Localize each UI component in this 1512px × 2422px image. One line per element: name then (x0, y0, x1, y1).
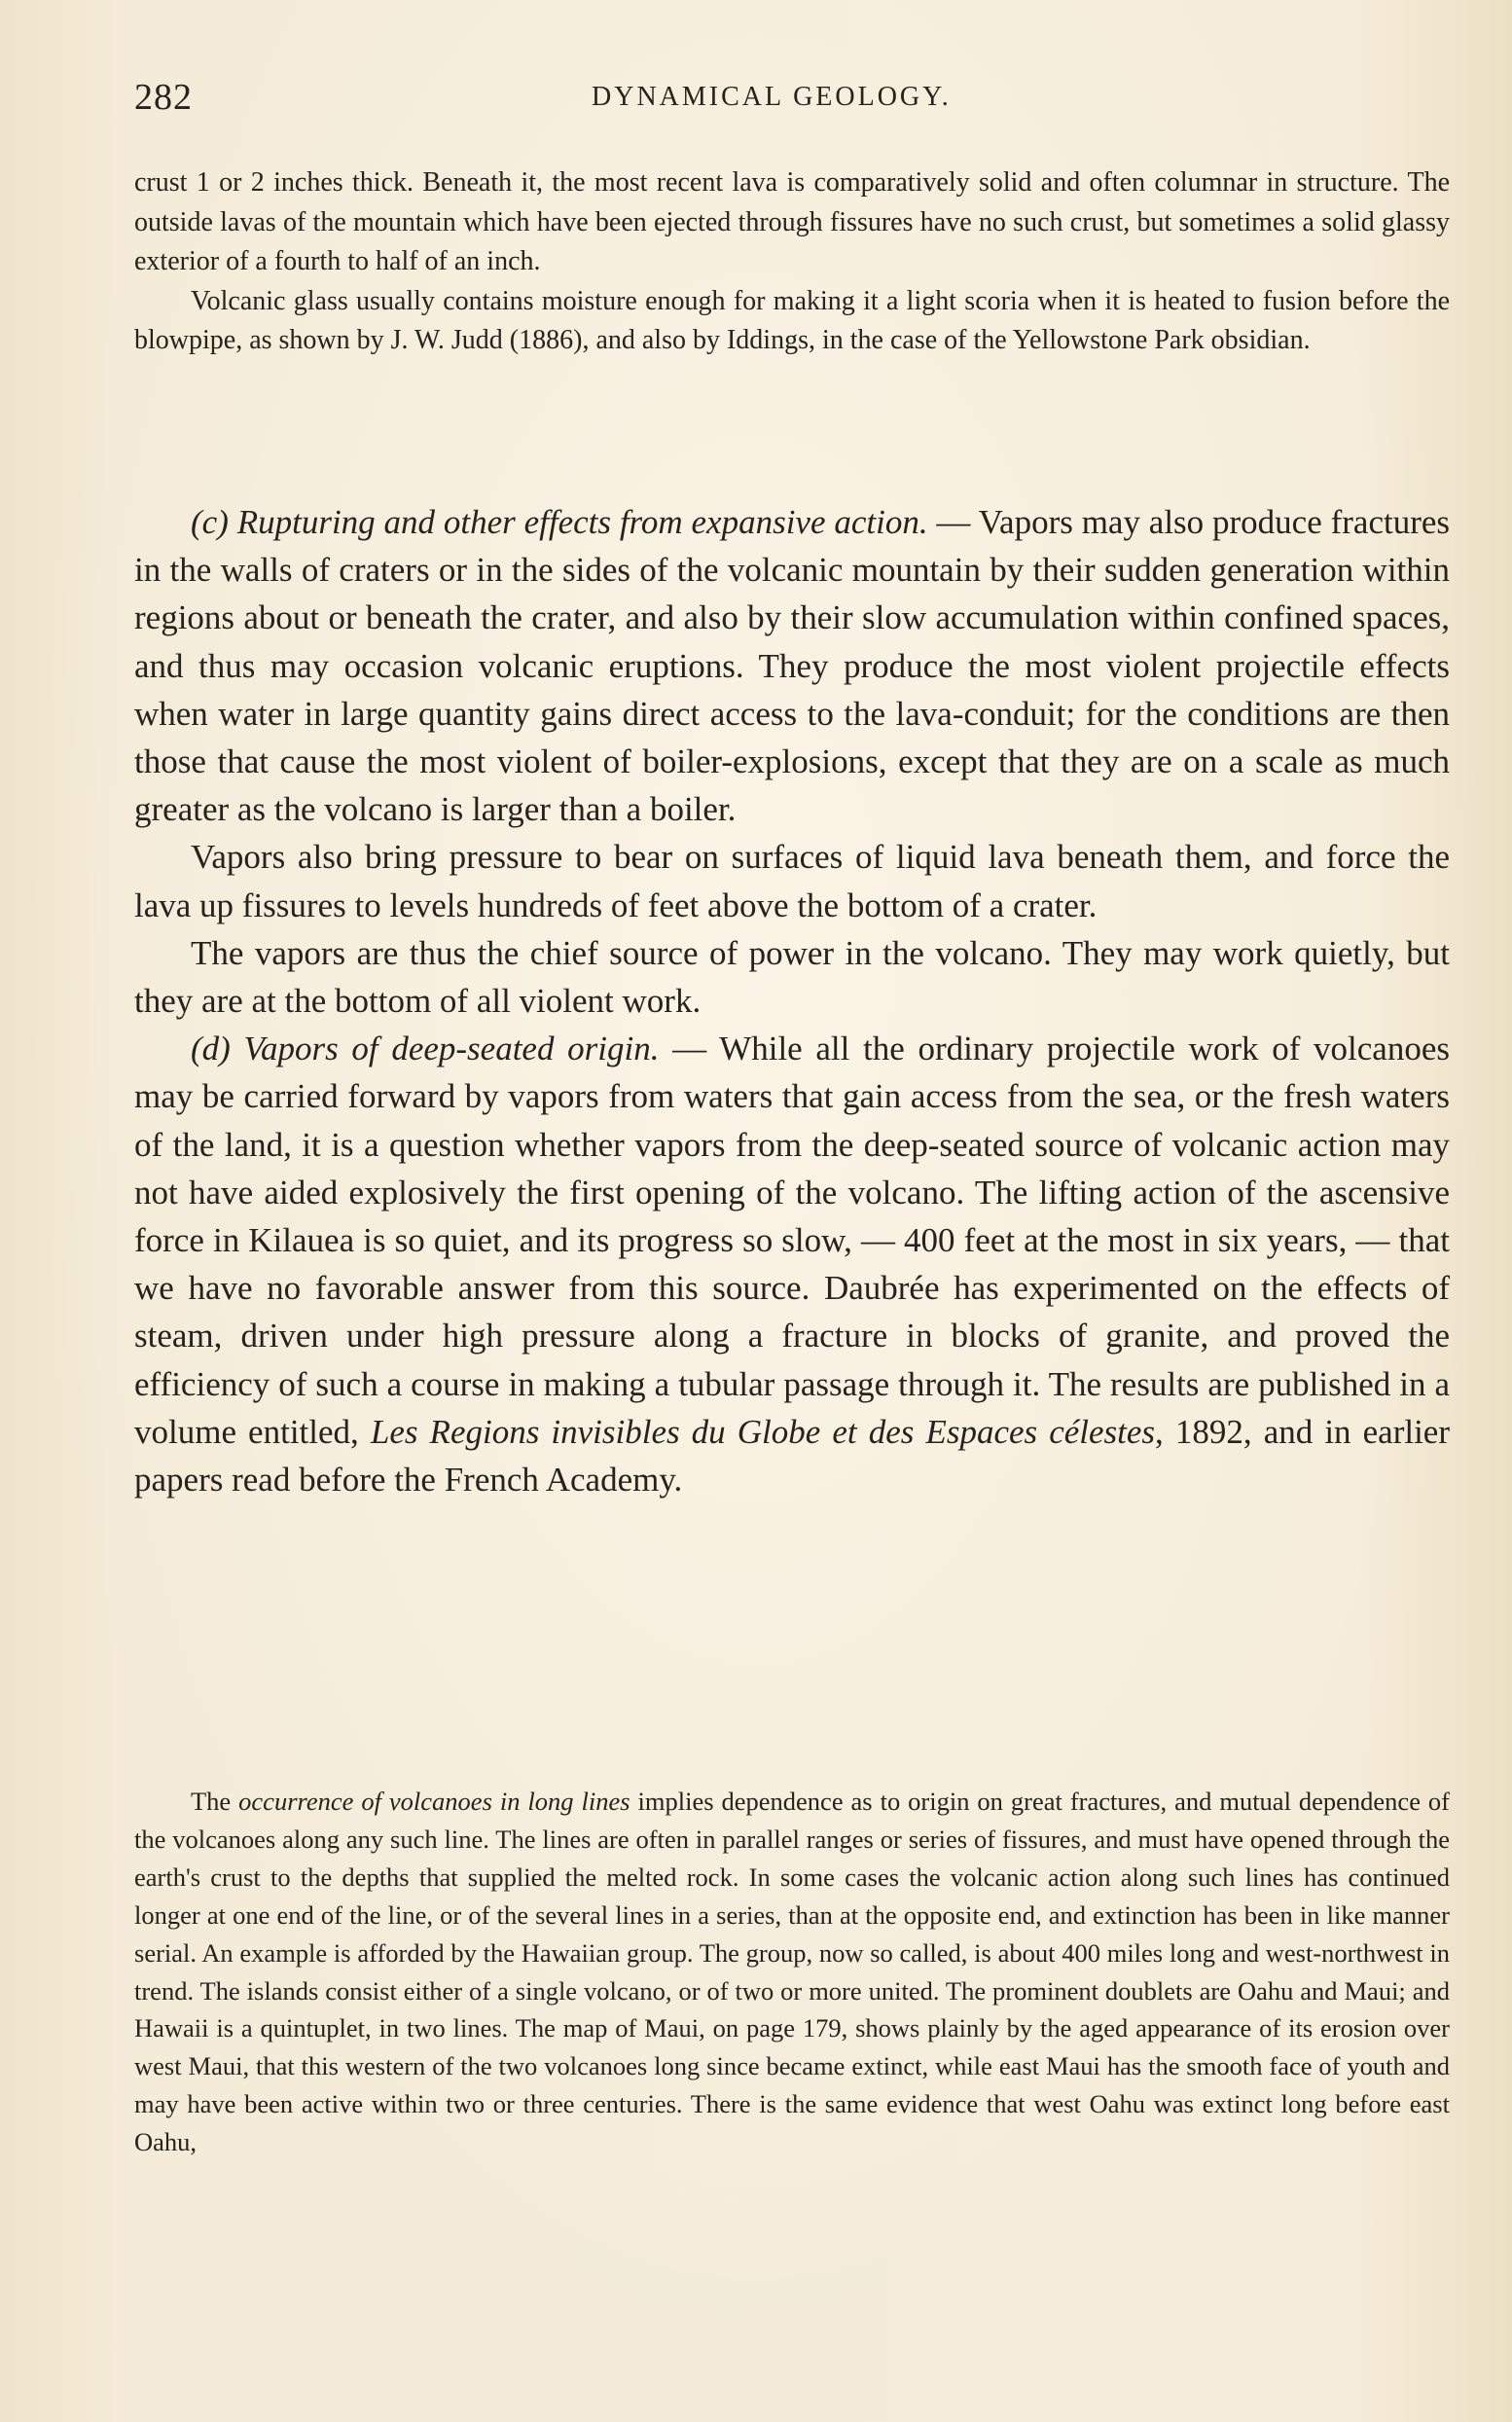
paragraph-crust: crust 1 or 2 inches thick. Beneath it, the most recent lava is comparatively solid and often columnar in structure. The outside lavas of the mountain which have been ejected through fissures have no such crust, but sometimes a solid glassy exterior of a fourth to half of an inch. (134, 167, 1450, 277)
running-head: DYNAMICAL GEOLOGY. (592, 82, 952, 112)
section-d-label: (d) (191, 1030, 231, 1068)
section-d-heading: Vapors of deep-seated origin. (243, 1030, 660, 1068)
paragraph-vapors-power: The vapors are thus the chief source of power in the volcano. They may work quietly, but they are at the bottom of all violent work. (134, 933, 1450, 1021)
section-c-dash: — (927, 503, 979, 541)
page-header (134, 76, 1448, 125)
section-c-text: Vapors may also produce fractures in the walls of craters or in the sides of the volcanic mountain by their sudden generation within regions about or beneath the crater, and also by their slow accumulation within confined spaces, and thus may occasion volcanic eruptions. They produce the most violent projectile effects when water in large quantity gains direct access to the lava-conduit; for the conditions are then those that cause the most violent of boiler-explosions, except that they are on a scale as much greater as the volcano is larger than a boiler. (134, 503, 1451, 829)
fine-topic: occurrence of volcanoes in long lines (238, 1787, 630, 1816)
paragraph-volcanic-glass: Volcanic glass usually contains moisture enough for making it a light scoria when it is heated to fusion before the blowpipe, as shown by J. W. Judd (1886), and also by Iddings, in the case of the Yellowstone Park obsidian. (134, 285, 1450, 356)
section-d-text-end: , 1892, and in earlier papers read before the French Academy. (134, 1412, 1450, 1500)
fine-lead: The (191, 1787, 239, 1816)
book-title: Les Regions invisibles du Globe et des Espaces célestes (370, 1412, 1156, 1451)
section-d-dash: — (659, 1030, 720, 1068)
section-c-label: (c) (191, 503, 229, 541)
paragraph-section-c (134, 498, 1450, 833)
page-number: 282 (134, 77, 193, 118)
section-d-text: While all the ordinary projectile work of volcanoes may be carried forward by vapors from waters that gain access from the sea, or the fresh waters of the land, it is a question whether vapors from the deep-seated source of volcanic action may not have aided explosively the first opening of the volcano. The lifting action of the ascensive force in Kilauea is so quiet, and its progress so slow, — 400 feet at the most in six years, — that we have no favorable answer from this source. Daubrée has experimented on the effects of steam, driven under high pressure along a fracture in blocks of granite, and proved the efficiency of such a course in making a tubular passage through it. The results are published in a volume entitled, (134, 1030, 1450, 1451)
fine-print-block (134, 1783, 1450, 2161)
main-text-block (134, 498, 1450, 1503)
fine-text: implies dependence as to origin on great fractures, and mutual dependence of the volcanoes along any such line. The lines are often in parallel ranges or series of fissures, and must have opened through the earth's crust to the depths that supplied the melted rock. In some cases the volcanic action along such lines has continued longer at one end of the line, or of the several lines in a series, than at the opposite end, and extinction has been in like manner serial. An example is afforded by the Hawaiian group. The group, now so called, is about 400 miles long and west-northwest in trend. The islands consist either of a single volcano, or of two or more united. The prominent doublets are Oahu and Maui; and Hawaii is a quintuplet, in two lines. The map of Maui, on page 179, shows plainly by the aged appearance of its erosion over west Maui, that this western of the two volcanoes long since became extinct, while east Maui has the smooth face of youth and may have been active within two or three centuries. There is the same evidence that west Oahu was extinct long before east Oahu, (134, 1787, 1450, 2157)
small-print-block (134, 163, 1450, 361)
paragraph-section-d (134, 1025, 1450, 1503)
section-c-heading: Rupturing and other effects from expansive action. (236, 503, 928, 541)
paragraph-volcano-lines (134, 1783, 1450, 2161)
paragraph-vapors-pressure: Vapors also bring pressure to bear on surfaces of liquid lava beneath them, and force the lava up fissures to levels hundreds of feet above the bottom of a crater. (134, 838, 1450, 924)
